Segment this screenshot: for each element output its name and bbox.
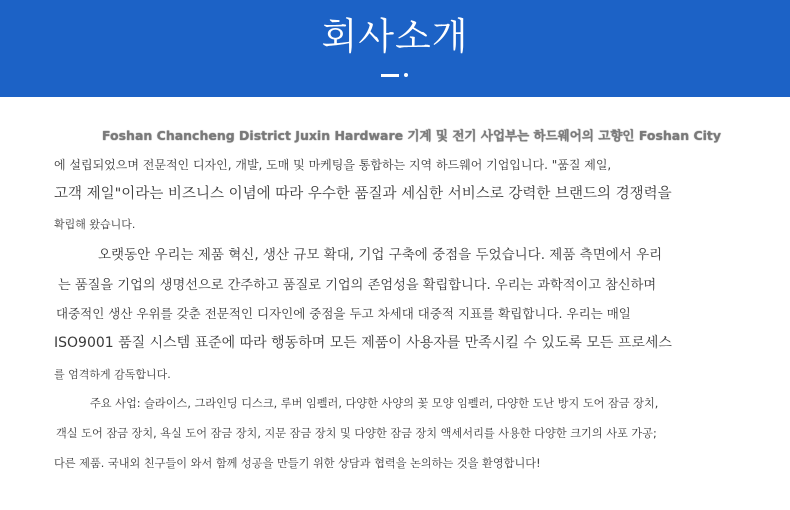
page-title: 회사소개 — [321, 15, 469, 58]
intro-line-12: 다른 제품. 국내외 친구들이 와서 함께 성공을 만들기 위한 상담과 협력을 논의하는 것을 환영합니다! — [54, 457, 541, 470]
intro-line-11: 객실 도어 잠금 장치, 욕실 도어 잠금 장치, 지문 잠금 장치 및 다양한 잠금 장치 액세서리를 사용한 다양한 크기의 사포 가공; — [56, 427, 657, 440]
intro-line-9: 를 엄격하게 감독합니다. — [54, 368, 171, 381]
intro-line-6: 는 품질을 기업의 생명선으로 간주하고 품질로 기업의 존엄성을 확립합니다. 우리는 과학적이고 참신하며 — [58, 278, 657, 293]
intro-line-4: 확립해 왔습니다. — [54, 218, 136, 231]
title-underline — [381, 74, 399, 77]
intro-line-10: 주요 사업: 슬라이스, 그라인딩 디스크, 루버 임펠러, 다양한 사양의 꽃 모양 임펠러, 다양한 도난 방지 도어 잠금 장치, — [90, 397, 659, 410]
intro-line-3: 고객 제일"이라는 비즈니스 이념에 따라 우수한 품질과 세심한 서비스로 강력한 브랜드의 경쟁력을 — [54, 186, 672, 202]
intro-line-2: 에 설립되었으며 전문적인 디자인, 개발, 도매 및 마케팅을 통합하는 지역 하드웨어 기업입니다. "품질 제일, — [54, 158, 612, 172]
intro-line-7: 대중적인 생산 우위를 갖춘 전문적인 디자인에 중점을 두고 차세대 대중적 지표를 확립합니다. 우리는 매일 — [56, 306, 631, 321]
header-banner — [0, 0, 790, 97]
title-dot — [404, 73, 408, 77]
intro-line-5: 오랫동안 우리는 제품 혁신, 생산 규모 확대, 기업 구축에 중점을 두었습니다. 제품 측면에서 우리 — [98, 247, 663, 263]
intro-line-1: Foshan Chancheng District Juxin Hardware 기계 및 전기 사업부는 하드웨어의 고향인 Foshan City — [102, 128, 722, 143]
intro-line-8: ISO9001 품질 시스템 표준에 따라 행동하며 모든 제품이 사용자를 만족시킬 수 있도록 모든 프로세스 — [54, 335, 672, 351]
